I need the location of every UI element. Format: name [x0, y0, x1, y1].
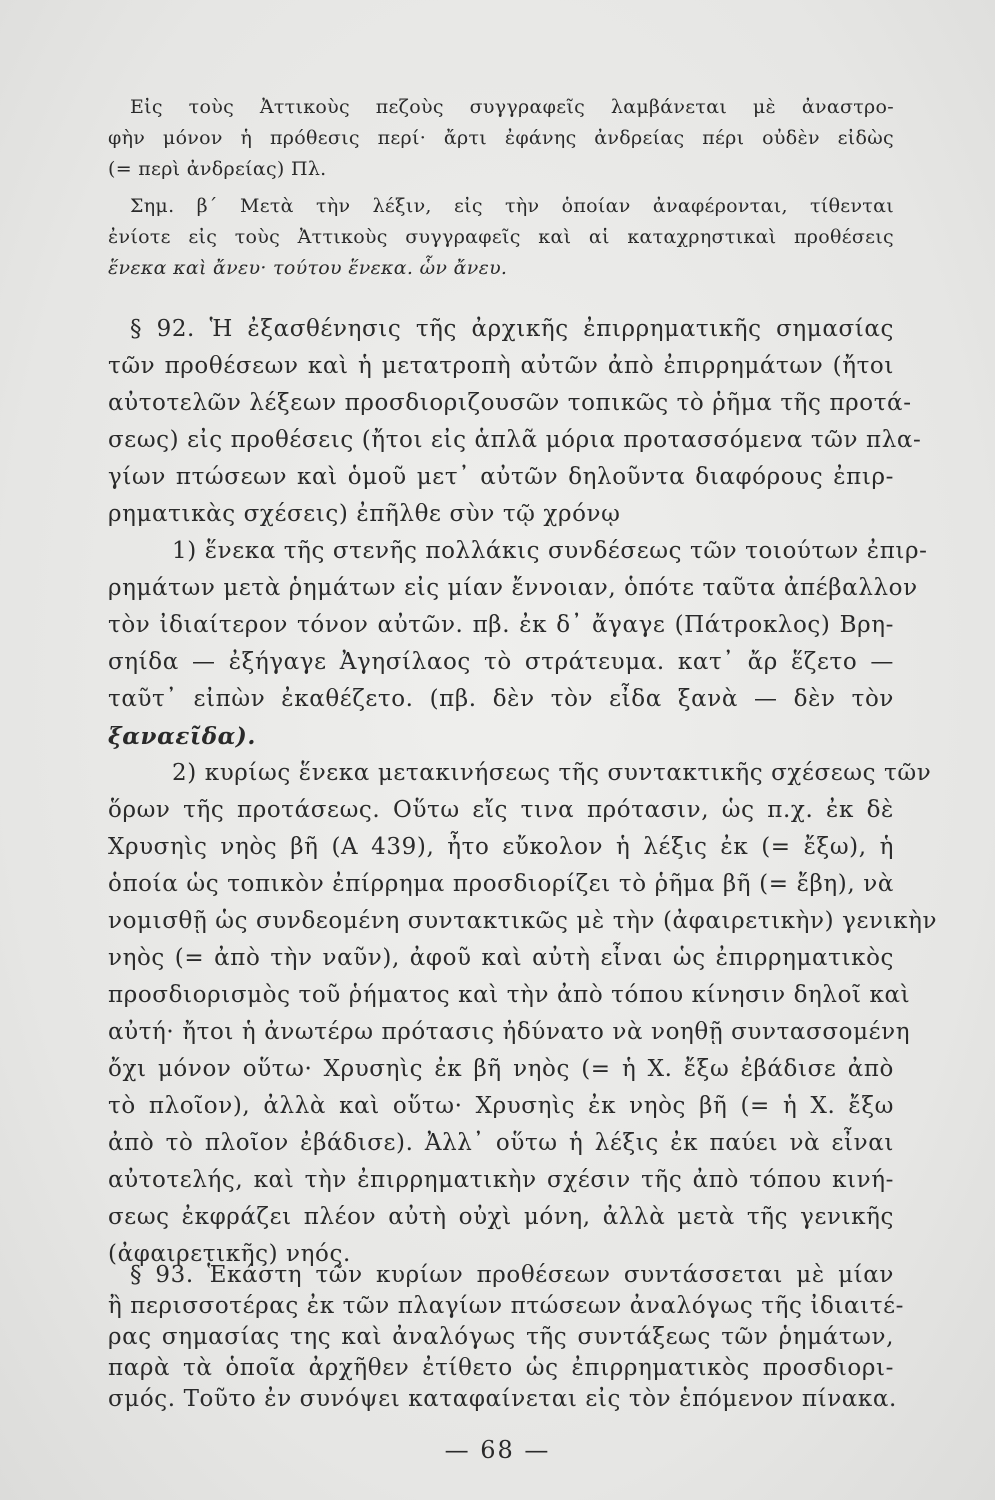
text-line: νηὸς (= ἀπὸ τὴν ναῦν), ἀφοῦ καὶ αὐτὴ εἶναι ὡς ἐπιρρηματικὸς	[108, 945, 894, 971]
text-line: σεως) εἰς προθέσεις (ἤτοι εἰς ἁπλᾶ μόρια προτασσόμενα τῶν πλα-	[108, 427, 922, 453]
text-line: ὄχι μόνον οὕτω· Χρυσηὶς ἐκ βῆ νηὸς (= ἡ Χ. ἔξω ἐβάδισε ἀπὸ	[108, 1056, 894, 1082]
text-line: αὐτή· ἤτοι ἡ ἀνωτέρω πρότασις ἠδύνατο νὰ νοηθῇ συντασσομένη	[108, 1019, 911, 1045]
note-line: Σημ. β΄ Μετὰ τὴν λέξιν, εἰς τὴν ὁποίαν ἀναφέρονται, τίθενται	[130, 195, 894, 217]
text-line: ἀπὸ τὸ πλοῖον ἐβάδισε). Ἀλλ᾽ οὕτω ἡ λέξις ἐκ παύει νὰ εἶναι	[108, 1130, 894, 1156]
text-line: ξαναεῖδα).	[108, 723, 257, 750]
text-line: αὐτοτελῶν λέξεων προσδιοριζουσῶν τοπικῶς τὸ ῥῆμα τῆς προτά-	[108, 390, 912, 416]
item-1-line: 1) ἕνεκα τῆς στενῆς πολλάκις συνδέσεως τῶν τοιούτων ἐπιρ-	[172, 538, 928, 564]
text-line: νομισθῇ ὡς συνδεομένη συντακτικῶς μὲ τὴν (ἀφαιρετικὴν) γενικὴν	[108, 908, 938, 934]
section-92-heading: § 92. Ἡ ἐξασθένησις τῆς ἀρχικῆς ἐπιρρηματικῆς σημασίας	[130, 316, 894, 342]
text-line: τὸ πλοῖον), ἀλλὰ καὶ οὕτω· Χρυσηὶς ἐκ νηὸς βῆ (= ἡ Χ. ἔξω	[108, 1093, 894, 1119]
note-line: ἕνεκα καὶ ἄνευ· τούτου ἕνεκα. ὧν ἄνευ.	[108, 257, 508, 279]
note-line: ἐνίοτε εἰς τοὺς Ἀττικοὺς συγγραφεῖς καὶ αἱ καταχρηστικαὶ προθέσεις	[108, 226, 894, 248]
text-line: αὐτοτελής, καὶ τὴν ἐπιρρηματικὴν σχέσιν τῆς ἀπὸ τόπου κινή-	[108, 1167, 894, 1193]
section-93-heading: § 93. Ἑκάστη τῶν κυρίων προθέσεων συντάσσεται μὲ μίαν	[130, 1262, 894, 1288]
text-line: φὴν μόνον ἡ πρόθεσις περί· ἄρτι ἐφάνης ἀνδρείας πέρι οὐδὲν εἰδὼς	[108, 127, 894, 149]
text-line: ρηματικὰς σχέσεις) ἐπῆλθε σὺν τῷ χρόνῳ	[108, 501, 621, 527]
text-line: (= περὶ ἀνδρείας) Πλ.	[108, 158, 327, 180]
text-line: ὁποία ὡς τοπικὸν ἐπίρρημα προσδιορίζει τὸ ῥῆμα βῆ (= ἔβη), νὰ	[108, 871, 894, 897]
text-line: ρημάτων μετὰ ῥημάτων εἰς μίαν ἔννοιαν, ὁπότε ταῦτα ἀπέβαλλον	[108, 575, 918, 601]
text-line: (ἀφαιρετικῆς) νηός.	[108, 1241, 351, 1267]
text-line: σεως ἐκφράζει πλέον αὐτὴ οὐχὶ μόνη, ἀλλὰ μετὰ τῆς γενικῆς	[108, 1204, 894, 1230]
text-line: τῶν προθέσεων καὶ ἡ μετατροπὴ αὐτῶν ἀπὸ ἐπιρρημάτων (ἤτοι	[108, 353, 894, 379]
text-line: γίων πτώσεων καὶ ὁμοῦ μετ᾽ αὐτῶν δηλοῦντα διαφόρους ἐπιρ-	[108, 464, 894, 490]
text-line: τὸν ἰδιαίτερον τόνον αὐτῶν. πβ. ἐκ δ᾽ ἄγαγε (Πάτροκλος) Βρη-	[108, 612, 894, 638]
text-line: ρας σημασίας της καὶ ἀναλόγως τῆς συντάξεως τῶν ῥημάτων,	[108, 1324, 894, 1350]
text-line: ἢ περισσοτέρας ἐκ τῶν πλαγίων πτώσεων ἀναλόγως τῆς ἰδιαιτέ-	[108, 1293, 904, 1319]
text-line: ὅρων τῆς προτάσεως. Οὕτω εἴς τινα πρότασιν, ὡς π.χ. ἐκ δὲ	[108, 797, 894, 823]
page-number: — 68 —	[444, 1436, 551, 1464]
text-line: σηίδα — ἐξήγαγε Ἀγησίλαος τὸ στράτευμα. κατ᾽ ἄρ ἕζετο —	[108, 649, 894, 675]
text-line: ταῦτ᾽ εἰπὼν ἐκαθέζετο. (πβ. δὲν τὸν εἶδα ξανὰ — δὲν τὸν	[108, 686, 894, 712]
text-line: Χρυσηὶς νηὸς βῆ (Α 439), ἦτο εὔκολον ἡ λέξις ἐκ (= ἔξω), ἡ	[108, 834, 894, 860]
text-line: παρὰ τὰ ὁποῖα ἀρχῆθεν ἐτίθετο ὡς ἐπιρρηματικὸς προσδιορι-	[108, 1355, 894, 1381]
text-line: σμός. Τοῦτο ἐν συνόψει καταφαίνεται εἰς τὸν ἑπόμενον πίνακα.	[108, 1386, 897, 1412]
text-line: προσδιορισμὸς τοῦ ῥήματος καὶ τὴν ἀπὸ τόπου κίνησιν δηλοῖ καὶ	[108, 982, 911, 1008]
item-2-line: 2) κυρίως ἕνεκα μετακινήσεως τῆς συντακτικῆς σχέσεως τῶν	[172, 760, 932, 786]
text-line: Εἰς τοὺς Ἀττικοὺς πεζοὺς συγγραφεῖς λαμβάνεται μὲ ἀναστρο-	[130, 96, 894, 118]
